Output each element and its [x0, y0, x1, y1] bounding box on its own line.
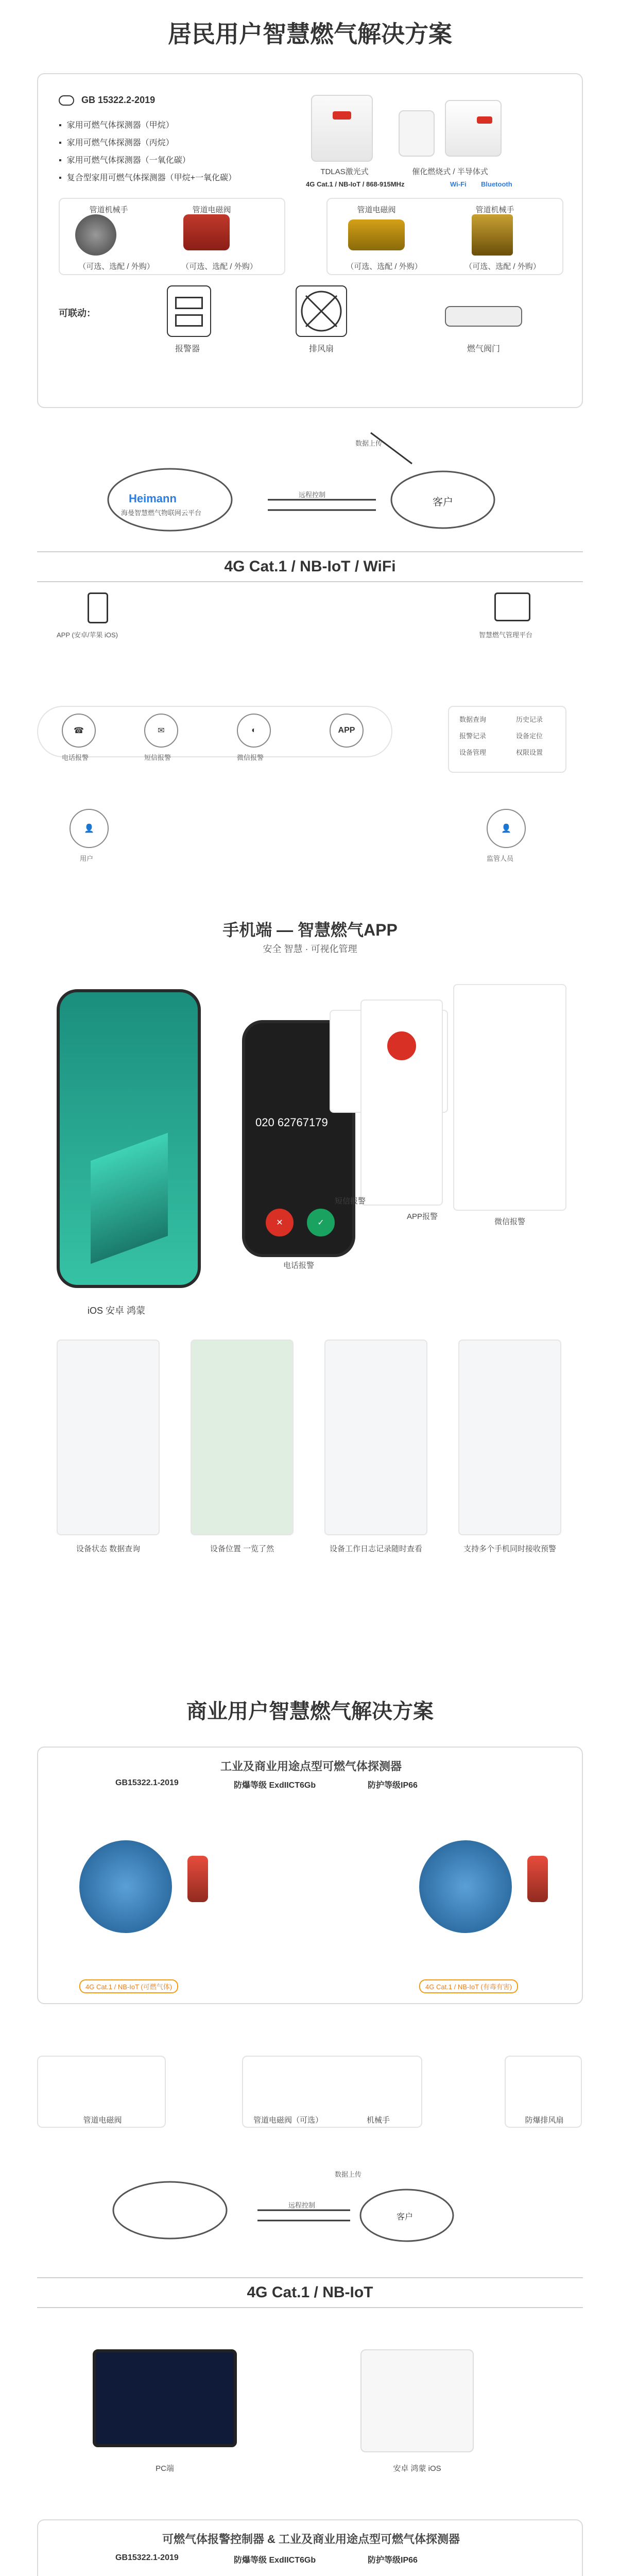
- residential-band: 4G Cat.1 / NB-IoT / WiFi: [37, 551, 583, 582]
- screen-caption-2: 设备位置 一览了然: [210, 1545, 274, 1553]
- gas-valve-icon: [445, 306, 522, 327]
- catalytic-detector: [445, 100, 502, 157]
- semiconductor-detector: [399, 110, 435, 157]
- manipulator-image: [75, 214, 116, 256]
- wifi-brand: Wi-Fi: [450, 180, 467, 188]
- commercial-band: 4G Cat.1 / NB-IoT: [37, 2277, 583, 2308]
- commercial-standard: GB15322.1-2019: [115, 1778, 179, 1787]
- user-left-label: 用户: [80, 855, 94, 862]
- controller-protection: 防护等级IP66: [368, 2556, 418, 2565]
- commercial-title: 商业用户智慧燃气解决方案: [186, 1700, 434, 1723]
- monitor-icon: [494, 592, 530, 621]
- feature-3: ▪ 家用可燃气体探测器（一氧化碳）: [59, 154, 191, 165]
- mgmt-box: [448, 706, 566, 773]
- tdlas-detector: [311, 95, 373, 162]
- platform-brand: Heimann: [129, 492, 177, 505]
- residential-title: 居民用户智慧燃气解决方案: [168, 21, 452, 47]
- peripheral-2: 管道电磁阀（可选）: [253, 2116, 323, 2125]
- commercial-download: 远程控制: [288, 2201, 316, 2209]
- os-label: iOS 安卓 鸿蒙: [88, 1306, 146, 1316]
- peripheral-fan: 防爆排风扇: [525, 2116, 564, 2125]
- valve-left-sub-1: （可选、选配 / 外购）: [78, 262, 154, 271]
- fan-blades-icon: [297, 286, 348, 338]
- client-label: 客户: [433, 497, 453, 508]
- residential-card: [37, 73, 583, 408]
- controller-card: [37, 2519, 583, 2576]
- valve-box-left: [59, 198, 285, 275]
- linkage-label: 可联动：: [59, 308, 96, 318]
- commercial-pc: PC端: [156, 2464, 174, 2473]
- notify-sms: 短信报警: [144, 754, 171, 761]
- exhaust-fan-icon: [296, 285, 347, 337]
- peripheral-box-1: [37, 2056, 166, 2128]
- peripheral-box-3: [505, 2056, 582, 2128]
- wechat-hint: 微信报警: [494, 1217, 525, 1226]
- alarm-lamp-right: [527, 1856, 548, 1902]
- app-subtitle: 安全 智慧 · 可视化管理: [263, 944, 357, 954]
- download-label: 远程控制: [299, 491, 326, 499]
- cloud-mgmt-label: 智慧燃气管理平台: [479, 631, 533, 639]
- feature-2: ▪ 家用可燃气体探测器（丙烷）: [59, 136, 174, 148]
- phone-hint: 电话报警: [283, 1261, 314, 1270]
- notify-wechat: 微信报警: [237, 754, 264, 761]
- valve-left-label-2: 管道电磁阀: [192, 206, 231, 214]
- screen-caption-3: 设备工作日志记录随时查看: [329, 1545, 422, 1553]
- catalytic-caption: 催化燃烧式 / 半导体式: [412, 167, 488, 176]
- standard-label: GB 15322.2-2019: [59, 95, 155, 106]
- commercial-client: 客户: [397, 2213, 414, 2222]
- commercial-box-title: 工业及商业用途点型可燃气体探测器: [220, 1760, 402, 1773]
- mgmt-6: 权限设置: [516, 749, 543, 756]
- accept-call-icon[interactable]: ✓: [307, 1209, 335, 1236]
- solenoid-image: [183, 214, 230, 250]
- linkage-alarm: 报警器: [175, 345, 200, 353]
- mobile-screens: [360, 2349, 474, 2452]
- user-right-label: 监管人员: [487, 855, 514, 862]
- feature-4: ▪ 复合型家用可燃气体探测器（甲烷+一氧化碳）: [59, 171, 236, 183]
- screen-map: [191, 1340, 294, 1535]
- protocol-line: 4G Cat.1 / NB-IoT / 868-915MHz: [306, 180, 405, 188]
- mgmt-3: 设备管理: [459, 749, 487, 756]
- smartphone-icon: [88, 592, 108, 623]
- mgmt-4: 历史记录: [516, 716, 543, 723]
- peripheral-1: 管道电磁阀: [83, 2116, 122, 2125]
- notify-phone: 电话报警: [62, 754, 89, 761]
- detector-right-image: [419, 1840, 512, 1933]
- valve-left-label-1: 管道机械手: [89, 206, 128, 214]
- valve-left-sub-2: （可选、选配 / 外购）: [181, 262, 257, 271]
- platform-sub: 海曼智慧燃气物联网云平台: [121, 509, 202, 517]
- tag-toxic: 4G Cat.1 / NB-IoT (有毒有害): [419, 1979, 518, 1993]
- screen-status: [57, 1340, 160, 1535]
- commercial-upload: 数据上传: [335, 2171, 362, 2178]
- tag-combustible: 4G Cat.1 / NB-IoT (可燃气体): [79, 1979, 178, 1993]
- arrow-up-icon: [371, 433, 412, 464]
- phone-number: 020 62767179: [255, 1116, 328, 1129]
- mgmt-1: 数据查询: [459, 716, 487, 723]
- cert-icon: [59, 95, 74, 106]
- gear-valve-image: [472, 214, 513, 256]
- cloud-flow-commercial: [0, 2138, 620, 2241]
- wechat-icon: ◐: [237, 714, 271, 748]
- app-label: APP (安卓/苹果 iOS): [57, 631, 118, 639]
- controller-title: 可燃气体报警控制器 & 工业及商业用途点型可燃气体探测器: [162, 2533, 460, 2546]
- controller-standard: GB15322.1-2019: [115, 2553, 179, 2562]
- valve-right-label-2: 管道机械手: [475, 206, 514, 214]
- linkage-fan: 排风扇: [308, 345, 334, 353]
- valve-right-sub-1: （可选、选配 / 外购）: [346, 262, 422, 271]
- detector-left-image: [79, 1840, 172, 1933]
- app-alarm-screen: [360, 999, 443, 1206]
- sms-hint: 短信报警: [334, 1197, 366, 1206]
- app-hint: APP报警: [406, 1212, 438, 1221]
- cloud-flow-residential: [0, 407, 620, 541]
- user-right-icon: 👤: [487, 809, 526, 848]
- linkage-valve: 燃气阀门: [467, 345, 500, 353]
- user-left-icon: 👤: [70, 809, 109, 848]
- alarm-siren-icon: [167, 285, 211, 337]
- phone-call-icon: ☎: [62, 714, 96, 748]
- bluetooth-brand: Bluetooth: [481, 180, 512, 188]
- alarm-lamp-left: [187, 1856, 208, 1902]
- upload-label: 数据上传: [355, 439, 383, 447]
- mgmt-5: 设备定位: [516, 732, 543, 740]
- feature-1: ▪ 家用可燃气体探测器（甲烷）: [59, 118, 174, 130]
- commercial-explosion: 防爆等级 ExdIICT6Gb: [234, 1781, 316, 1790]
- commercial-mobile: 安卓 鸿蒙 iOS: [393, 2464, 441, 2473]
- screen-caption-1: 设备状态 数据查询: [76, 1545, 141, 1553]
- sms-icon: ✉: [144, 714, 178, 748]
- screen-caption-4: 支持多个手机同时接收预警: [463, 1545, 556, 1553]
- app-title: 手机端 — 智慧燃气APP: [222, 921, 398, 939]
- phone-ios: [57, 989, 201, 1288]
- commercial-card: [37, 1747, 583, 2004]
- peripheral-3: 机械手: [366, 2116, 390, 2125]
- pc-dashboard: [93, 2349, 237, 2447]
- valve-box-right: [326, 198, 563, 275]
- tdlas-caption: TDLAS激光式: [320, 167, 369, 176]
- cloud-commercial-left-icon: [113, 2182, 227, 2239]
- screen-multi: [458, 1340, 561, 1535]
- reject-call-icon[interactable]: ✕: [266, 1209, 294, 1236]
- brass-valve-image: [348, 219, 405, 250]
- valve-right-label-1: 管道电磁阀: [357, 206, 396, 214]
- wechat-screen: [453, 984, 566, 1211]
- app-icon: APP: [330, 714, 364, 748]
- valve-right-sub-2: （可选、选配 / 外购）: [464, 262, 541, 271]
- screen-log: [324, 1340, 427, 1535]
- controller-explosion: 防爆等级 ExdIICT6Gb: [234, 2556, 316, 2565]
- alarm-icon: [387, 1031, 416, 1060]
- commercial-protection: 防护等级IP66: [368, 1781, 418, 1790]
- mgmt-2: 报警记录: [459, 732, 487, 740]
- peripheral-box-2: [242, 2056, 422, 2128]
